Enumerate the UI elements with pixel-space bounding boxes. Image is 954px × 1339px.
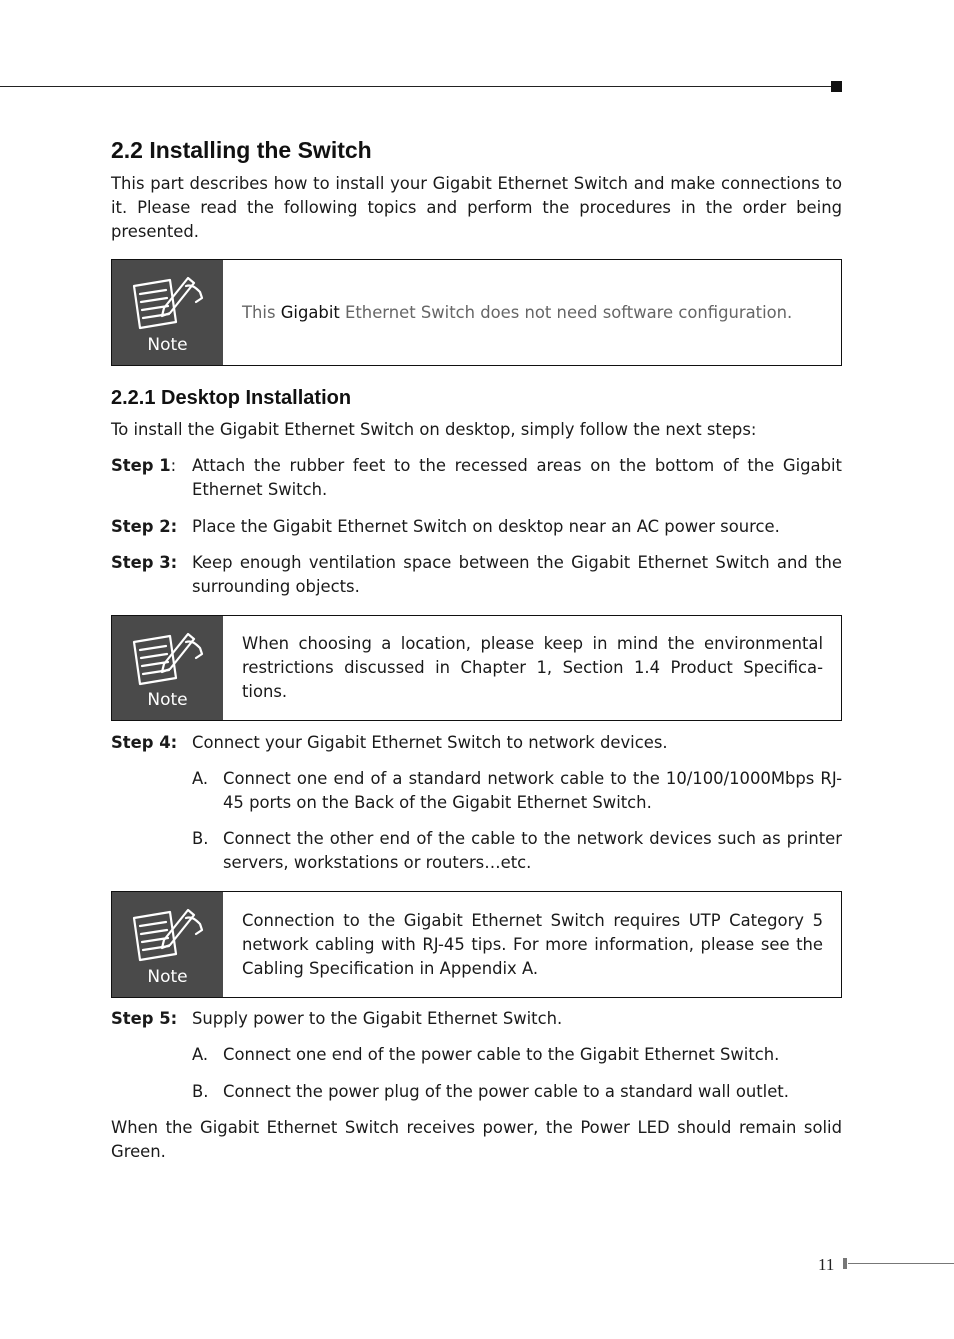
note-sidebar — [112, 260, 223, 365]
step-5 — [111, 1007, 842, 1031]
step-4 — [111, 731, 842, 755]
step-label: Step 3: — [111, 553, 178, 572]
section-title: 2.2 Installing the Switch — [111, 137, 372, 163]
note-text: This Gigabit Ethernet Switch does not need software configuration. — [242, 303, 793, 322]
step-text: Attach the rubber feet to the recessed areas on the bottom of the Gigabit Ethernet Switch. — [192, 456, 842, 499]
step-5-item-b — [192, 1080, 842, 1104]
item-text: Connect one end of a standard network cable to the 10/100/1000Mbps RJ-45 ports on the Back of the Gigabit Ethernet Switch. — [223, 769, 842, 812]
note-pencil-icon — [130, 628, 206, 686]
note-text: When choosing a location, please keep in mind the environmental restrictions discussed in Chapter 1, Section 1.4 Product Specifica-tions. — [242, 634, 823, 701]
note-label: Note — [147, 690, 188, 710]
note-sidebar — [112, 616, 223, 720]
item-letter: B. — [192, 829, 209, 848]
note-box-location — [111, 615, 842, 721]
step-5-item-a — [192, 1043, 842, 1067]
item-text: Connect the other end of the cable to the network devices such as printer servers, workstations or routers…etc. — [223, 829, 842, 872]
note-box-cabling — [111, 891, 842, 998]
step-4-item-a — [192, 767, 842, 815]
footer-marker — [843, 1258, 847, 1269]
step-1 — [111, 454, 842, 502]
step-text: Supply power to the Gigabit Ethernet Switch. — [192, 1009, 563, 1028]
note-label: Note — [147, 335, 188, 355]
header-rule — [0, 86, 832, 87]
footer-rule — [848, 1263, 954, 1264]
note-pencil-icon — [130, 272, 206, 330]
note-text: Connection to the Gigabit Ethernet Switch requires UTP Category 5 network cabling with RJ-45 tips. For more information, please see the Cabling Specification in Appendix A. — [242, 911, 823, 978]
item-text: Connect one end of the power cable to the Gigabit Ethernet Switch. — [223, 1045, 780, 1064]
step-4-item-b — [192, 827, 842, 875]
step-text: Keep enough ventilation space between the Gigabit Ethernet Switch and the surrounding objects. — [192, 553, 842, 596]
step-text: Place the Gigabit Ethernet Switch on desktop near an AC power source. — [192, 517, 780, 536]
note-pencil-icon — [130, 904, 206, 962]
step-3 — [111, 551, 842, 599]
closing-paragraph: When the Gigabit Ethernet Switch receives power, the Power LED should remain solid Green. — [111, 1118, 842, 1161]
step-label: Step 4: — [111, 733, 178, 752]
step-label: Step 2: — [111, 517, 178, 536]
item-text: Connect the power plug of the power cable to a standard wall outlet. — [223, 1082, 789, 1101]
subsection-intro: To install the Gigabit Ethernet Switch on desktop, simply follow the next steps: — [111, 420, 757, 439]
note-label: Note — [147, 967, 188, 987]
note-box-software — [111, 259, 842, 366]
item-letter: A. — [192, 769, 209, 788]
step-label: Step 1: — [111, 456, 177, 475]
section-intro: This part describes how to install your Gigabit Ethernet Switch and make connections to it. Please read the following topics and perform the procedures in the order being presented. — [111, 174, 842, 241]
header-square-marker — [831, 81, 842, 92]
subsection-title: 2.2.1 Desktop Installation — [111, 387, 352, 409]
page-number: 11 — [818, 1255, 835, 1274]
item-letter: A. — [192, 1045, 209, 1064]
step-text: Connect your Gigabit Ethernet Switch to network devices. — [192, 733, 668, 752]
step-label: Step 5: — [111, 1009, 178, 1028]
item-letter: B. — [192, 1082, 209, 1101]
note-sidebar — [112, 892, 223, 997]
step-2 — [111, 515, 842, 539]
